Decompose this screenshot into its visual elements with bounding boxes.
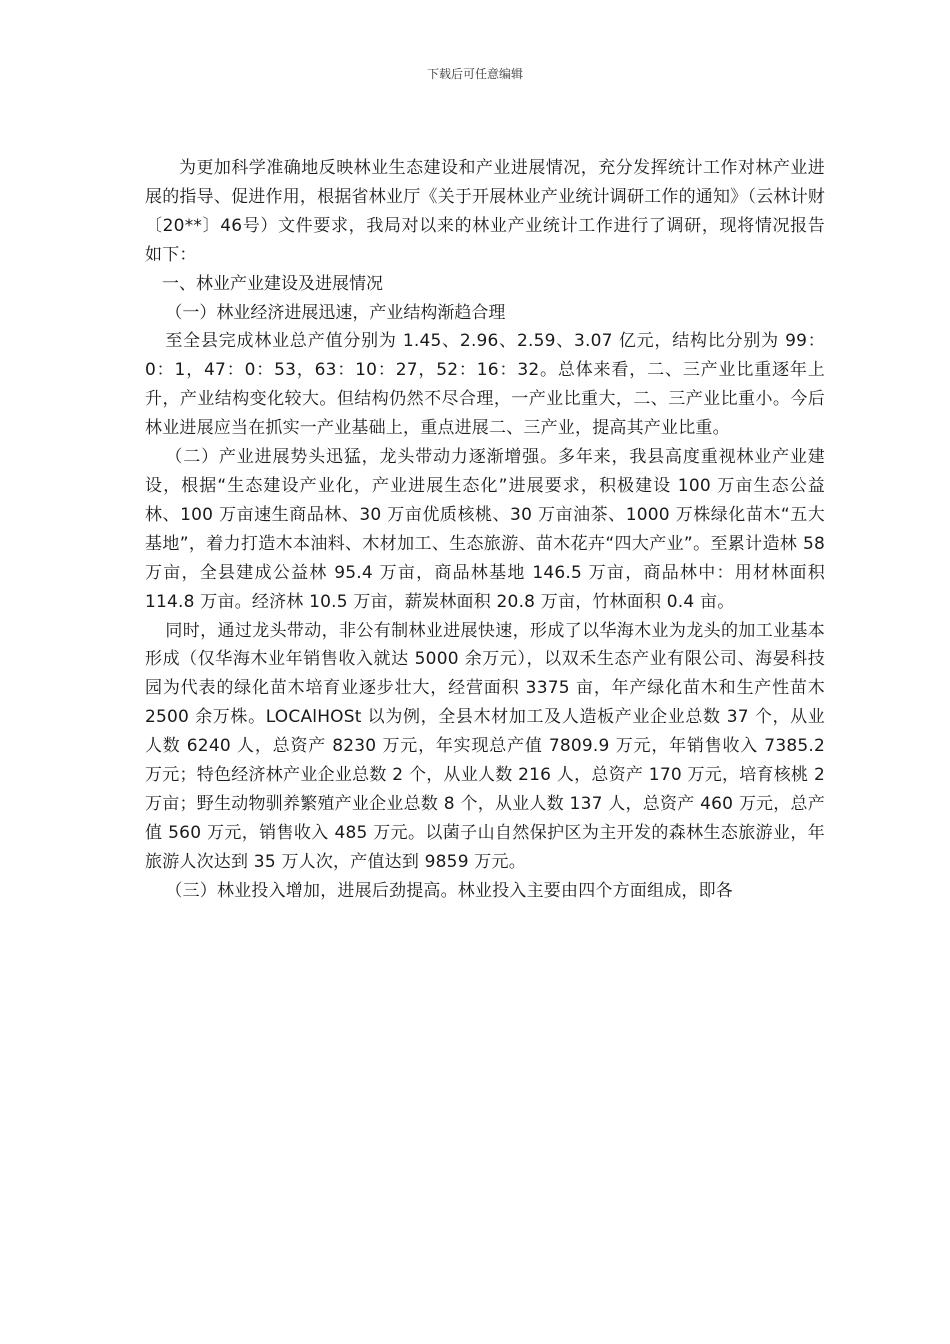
intro-paragraph: 为更加科学准确地反映林业生态建设和产业进展情况，充分发挥统计工作对林产业进展的指导、促进作用，根据省林业厅《关于开展林业产业统计调研工作的通知》（云林计财〔20**〕46号）文件要求，我局对以来的林业产业统计工作进行了调研，现将情况报告如下： [145,158,825,265]
leading-enterprise-paragraph: 同时，通过龙头带动，非公有制林业进展快速，形成了以华海木业为龙头的加工业基本形成（仅华海木业年销售收入就达 5000 余万元），以双禾生态产业有限公司、海晏科技园为代表的绿化苗木培育业逐步壮大，经营面积 3375 亩，年产绿化苗木和生产性苗木 2500 余万株。LOCAlHOSt 以为例，全县木材加工及人造板产业企业总数 37 个，从业人数 6240 人，总资产 8230 万元，年实现总产值 7809.9 万元，年销售收入 7385.2 万元；特色经济林产业企业总数 2 个，从业人数 216 人，总资产 170 万元，培育核桃 2 万亩；野生动物驯养繁殖产业企业总数 8 个，从业人数 137 人，总资产 460 万元，总产值 560 万元，销售收入 485 万元。以菌子山自然保护区为主开发的森林生态旅游业，年旅游人次达到 35 万人次，产值达到 9859 万元。 [145,620,825,872]
subsection-heading-1: （一）林业经济进展迅速，产业结构渐趋合理 [165,302,506,323]
output-value-paragraph: 至全县完成林业总产值分别为 1.45、2.96、2.59、3.07 亿元，结构比分别为 99：0：1，47：0：53，63：10：27，52：16：32。总体来看，二、三产业比重逐年上升，产业结构变化较大。但结构仍然不尽合理，一产业比重大，二、三产业比重小。今后林业进展应当在抓实一产业基础上，重点进展二、三产业，提高其产业比重。 [145,331,825,439]
investment-paragraph: （三）林业投入增加，进展后劲提高。林业投入主要由四个方面组成，即各 [165,880,733,901]
page-header-note: 下载后可任意编辑 [426,67,523,81]
document-body [145,154,825,906]
industry-development-paragraph: （二）产业进展势头迅猛，龙头带动力逐渐增强。多年来，我县高度重视林业产业建设，根据“生态建设产业化，产业进展生态化”进展要求，积极建设 100 万亩生态公益林、100 万亩速生商品林、30 万亩优质核桃、30 万亩油茶、1000 万株绿化苗木“五大基地”，着力打造木本油料、木材加工、生态旅游、苗木花卉“四大产业”。至累计造林 58 万亩，全县建成公益林 95.4 万亩，商品林基地 146.5 万亩，商品林中：用材林面积 114.8 万亩。经济林 10.5 万亩，薪炭林面积 20.8 万亩，竹林面积 0.4 亩。 [145,447,825,612]
section-heading: 一、林业产业建设及进展情况 [162,273,383,294]
